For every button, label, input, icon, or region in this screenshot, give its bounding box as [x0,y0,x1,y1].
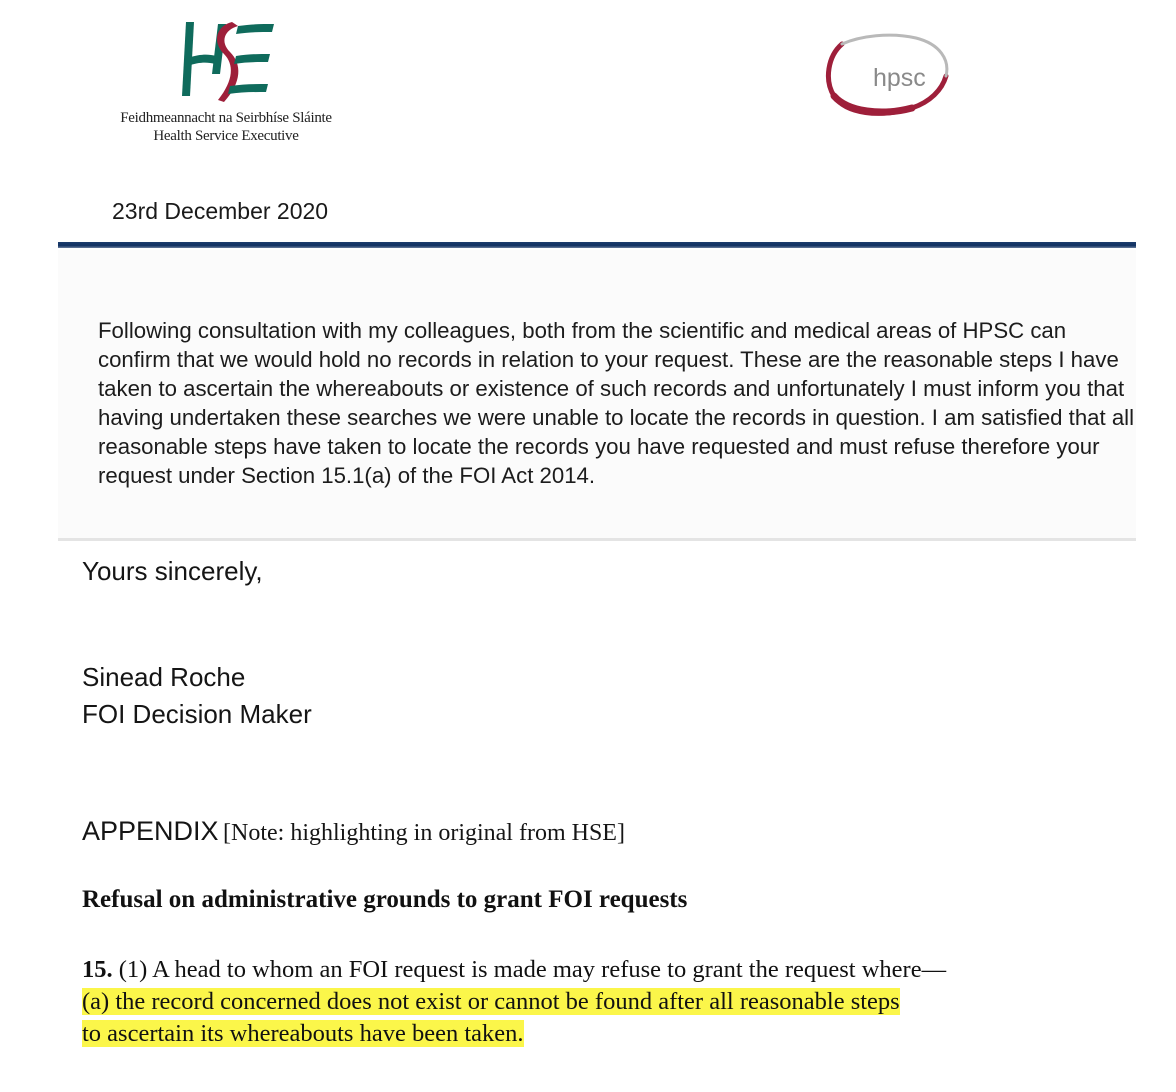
section-text: (1) A head to whom an FOI request is made may refuse to grant the request where— [118,956,947,983]
header-rule [58,242,1136,248]
appendix-note: [Note: highlighting in original from HSE] [223,820,625,846]
clause-a-line-2 [82,1020,524,1048]
appendix-heading: APPENDIX [82,816,219,846]
signatory-title: FOI Decision Maker [82,699,312,729]
hse-tagline-english: Health Service Executive [153,128,299,144]
letter-body-paragraph: Following consultation with my colleagues, both from the scientific and medical areas of HPSC can confirm that we would hold no records in relation to your request. These are the reasonable steps I have taken to ascertain the whereabouts or existence of such records and unfortunately I must inform you that having undertaken these searches we were unable to locate the records in question. I am satisfied that all reasonable steps have taken to locate the records you have requested and must refuse therefore your request under Section 15.1(a) of the FOI Act 2014. [98,318,1135,488]
section-15-line [82,956,946,984]
hpsc-logo-text: hpsc [873,64,926,92]
highlighted-clause-text: to ascertain its whereabouts have been taken. [82,1020,524,1047]
hpsc-logo [820,30,954,122]
signatory-name: Sinead Roche [82,662,246,692]
section-number: 15. [82,956,113,983]
hse-tagline-irish: Feidhmeannacht na Seirbhíse Sláinte [120,110,332,126]
section-divider [58,538,1136,541]
highlighted-clause-text: (a) the record concerned does not exist or cannot be found after all reasonable steps [82,988,900,1015]
letter-date: 23rd December 2020 [112,198,329,224]
clause-a-line-1 [82,988,900,1016]
closing-salutation: Yours sincerely, [82,556,263,586]
appendix-line [82,816,625,847]
refusal-heading: Refusal on administrative grounds to grant FOI requests [82,886,688,913]
hse-logo [172,14,282,104]
